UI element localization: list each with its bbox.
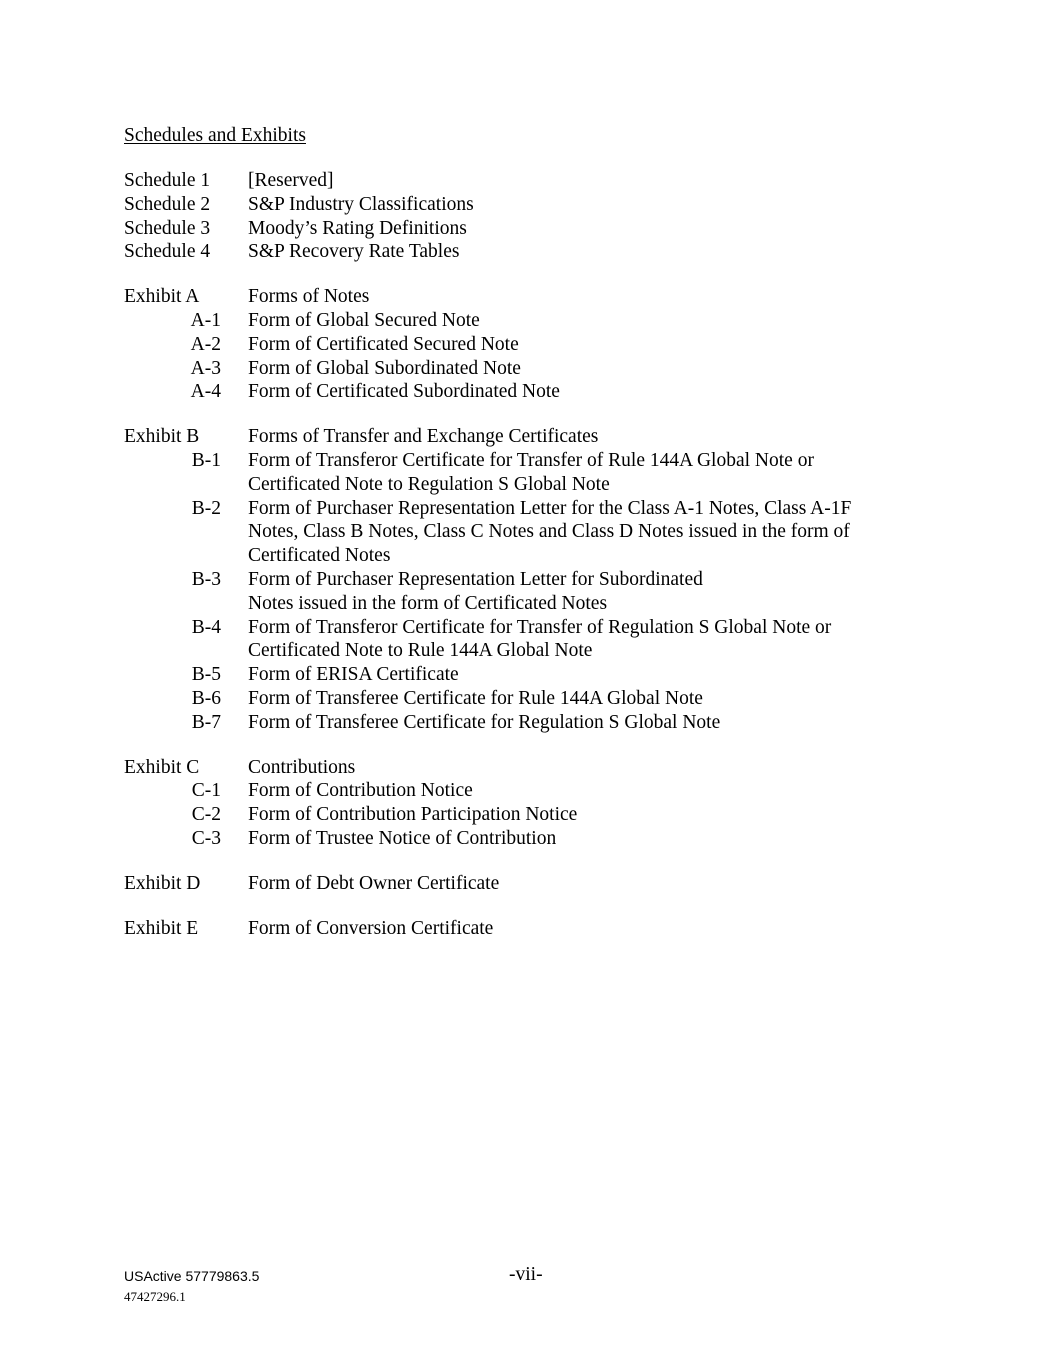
entry-label: Exhibit D [124, 872, 201, 894]
list-item [124, 827, 944, 851]
entry-title: Certificated Notes [248, 545, 391, 567]
schedules-exhibits-list [124, 169, 944, 961]
entry-title: Form of Global Subordinated Note [248, 357, 521, 379]
entry-label: Schedule 4 [124, 241, 211, 263]
list-item [124, 663, 944, 687]
entry-title: Form of Transferee Certificate for Rule 144A Global Note [248, 687, 703, 709]
entry-title: Notes, Class B Notes, Class C Notes and Class D Notes issued in the form of [248, 521, 850, 543]
entry-title: Form of Purchaser Representation Letter for Subordinated [248, 568, 703, 590]
list-item [124, 917, 944, 941]
list-item [124, 803, 944, 827]
list-item [124, 285, 944, 309]
entry-title: S&P Industry Classifications [248, 193, 474, 215]
entry-label: Schedule 3 [124, 217, 211, 239]
list-item [124, 687, 944, 711]
entry-label: B-6 [191, 687, 221, 709]
footer-doc-id: USActive 57779863.5 [124, 1268, 260, 1284]
list-item [124, 473, 944, 497]
entry-title: Certificated Note to Regulation S Global Note [248, 473, 610, 495]
entry-title: Form of Trustee Notice of Contribution [248, 827, 557, 849]
entry-title: Notes issued in the form of Certificated Notes [248, 592, 608, 614]
entry-title: Form of Debt Owner Certificate [248, 872, 500, 894]
footer-doc-number: 47427296.1 [124, 1289, 186, 1304]
entry-label: B-5 [191, 664, 221, 686]
list-item [124, 711, 944, 735]
entry-title: Form of Transferor Certificate for Transfer of Rule 144A Global Note or [248, 449, 814, 471]
entry-label [124, 592, 248, 616]
list-item [124, 193, 944, 217]
entry-label: C-2 [191, 804, 221, 826]
entry-title: Form of ERISA Certificate [248, 664, 459, 686]
entry-title: [Reserved] [248, 170, 334, 191]
list-item [124, 639, 944, 663]
entry-group [124, 917, 944, 941]
entry-title: Form of Certificated Secured Note [248, 333, 519, 355]
entry-title: Form of Contribution Notice [248, 780, 473, 802]
list-item [124, 380, 944, 404]
entry-label: Schedule 2 [124, 193, 211, 215]
entry-label: A-1 [190, 309, 221, 331]
entry-label [124, 473, 248, 497]
section-heading: Schedules and Exhibits [124, 125, 306, 146]
list-item [124, 872, 944, 896]
entry-group [124, 169, 944, 264]
entry-label: Exhibit C [124, 756, 200, 778]
entry-title: Form of Transferee Certificate for Regulation S Global Note [248, 711, 721, 733]
list-item [124, 333, 944, 357]
entry-title: Certificated Note to Rule 144A Global Note [248, 640, 593, 662]
list-item [124, 240, 944, 264]
entry-title: Form of Certificated Subordinated Note [248, 381, 560, 403]
list-item [124, 169, 944, 193]
entry-title: Form of Transferor Certificate for Transfer of Regulation S Global Note or [248, 616, 832, 638]
entry-title: Form of Global Secured Note [248, 309, 480, 331]
list-item [124, 309, 944, 333]
list-item [124, 592, 944, 616]
entry-label: B-2 [191, 497, 221, 519]
entry-title: Contributions [248, 756, 356, 778]
entry-label: C-3 [191, 827, 221, 849]
list-item [124, 568, 944, 592]
entry-label: B-1 [191, 449, 221, 471]
entry-label [124, 520, 248, 544]
entry-label: B-3 [191, 568, 221, 590]
entry-title: Forms of Notes [248, 286, 370, 308]
entry-group [124, 425, 944, 734]
list-item [124, 497, 944, 521]
list-item [124, 357, 944, 381]
list-item [124, 779, 944, 803]
entry-label: B-7 [191, 711, 221, 733]
list-item [124, 217, 944, 241]
entry-group [124, 756, 944, 851]
entry-label: B-4 [191, 616, 221, 638]
entry-label: Schedule 1 [124, 170, 211, 191]
entry-label: A-4 [190, 381, 221, 403]
entry-label: C-1 [191, 780, 221, 802]
entry-group [124, 872, 944, 896]
list-item [124, 756, 944, 780]
list-item [124, 544, 944, 568]
entry-label: A-2 [190, 333, 221, 355]
entry-label: A-3 [190, 357, 221, 379]
entry-label [124, 639, 248, 663]
entry-title: S&P Recovery Rate Tables [248, 241, 460, 263]
entry-label: Exhibit A [124, 286, 200, 308]
list-item [124, 449, 944, 473]
list-item [124, 520, 944, 544]
entry-title: Forms of Transfer and Exchange Certificates [248, 426, 599, 448]
entry-title: Form of Purchaser Representation Letter for the Class A-1 Notes, Class A-1F [248, 497, 852, 519]
list-item [124, 425, 944, 449]
entry-group [124, 285, 944, 404]
entry-label [124, 544, 248, 568]
page-number: -vii- [509, 1264, 543, 1285]
entry-title: Form of Contribution Participation Notice [248, 804, 578, 826]
entry-title: Moody’s Rating Definitions [248, 217, 467, 239]
list-item [124, 616, 944, 640]
entry-label: Exhibit B [124, 426, 200, 448]
entry-label: Exhibit E [124, 917, 199, 939]
entry-title: Form of Conversion Certificate [248, 917, 494, 939]
